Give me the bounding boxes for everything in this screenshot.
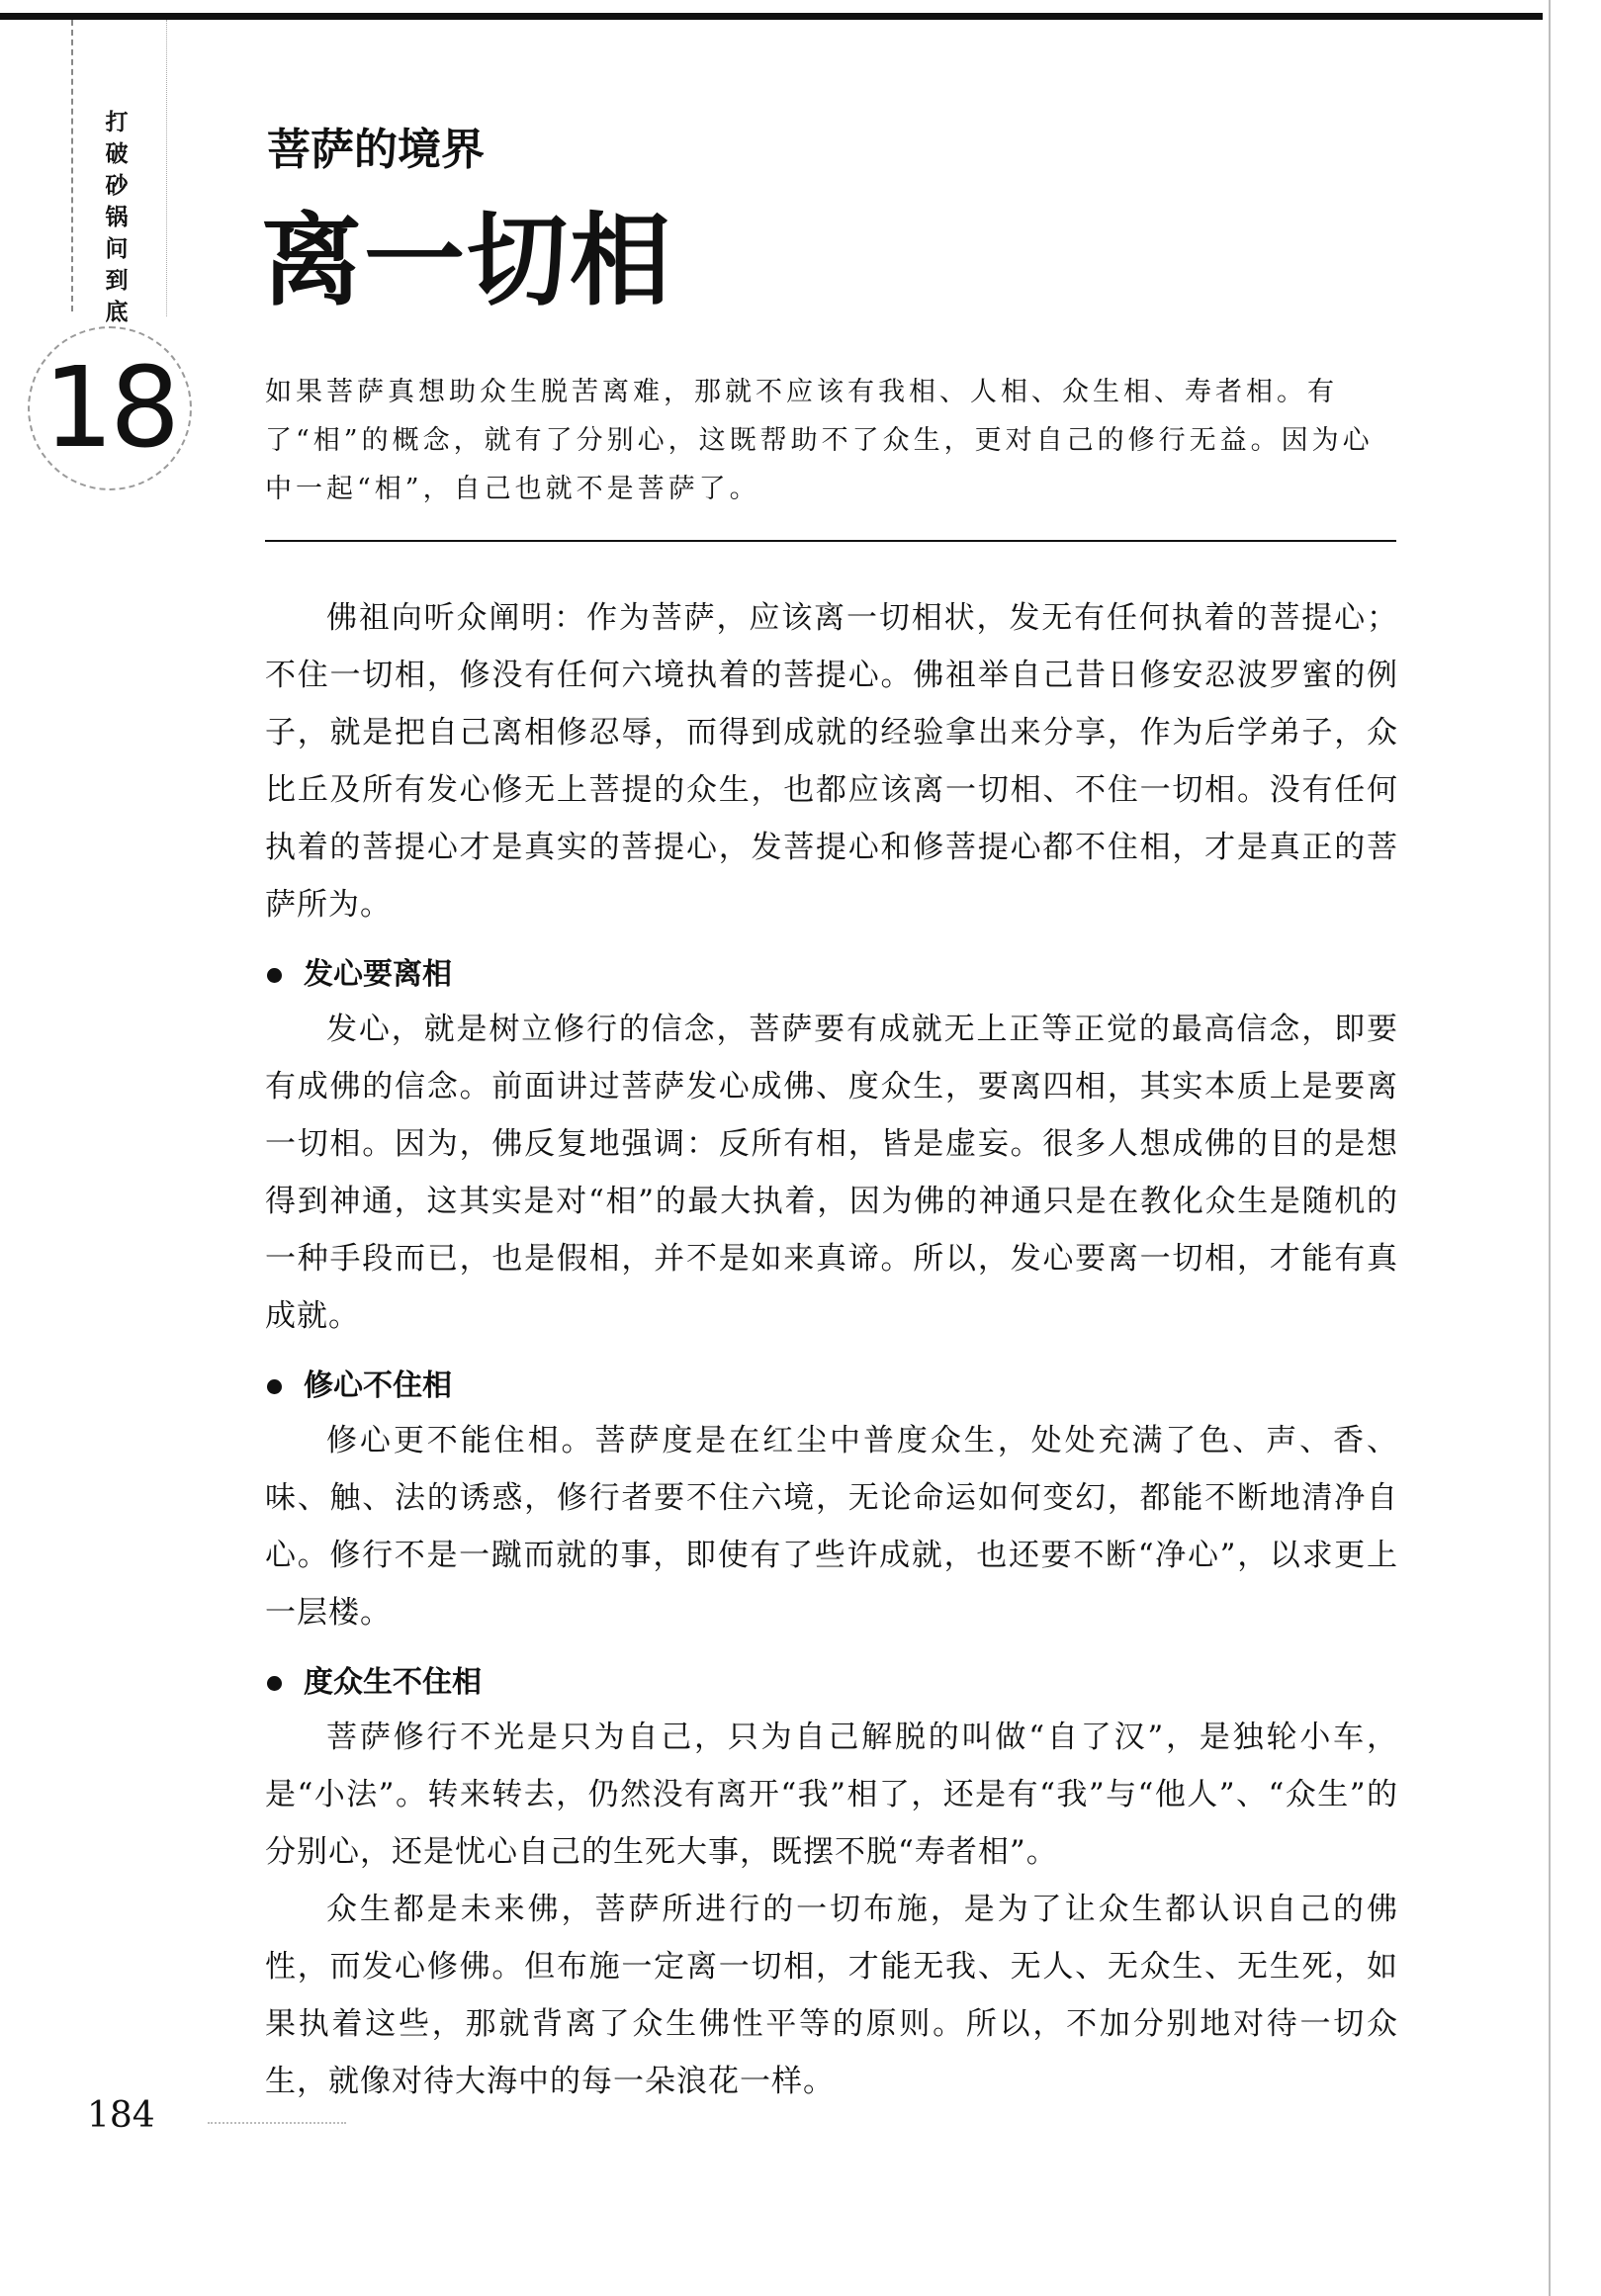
top-rule [0, 13, 1543, 20]
section-heading-text: 发心要离相 [304, 957, 452, 992]
page-edge [1549, 0, 1551, 2296]
chapter-number: 18 [43, 344, 177, 473]
section-heading [265, 1361, 1398, 1412]
side-dashed-rule [71, 20, 73, 311]
bullet-icon [267, 1676, 282, 1691]
paragraph: 修心更不能住相。菩萨度是在红尘中普度众生，处处充满了色、声、香、味、触、法的诱惑，修行者要不住六境，无论命运如何变幻，都能不断地清净自心。修行不是一蹴而就的事，即使有了些许成就，也还要不断“净心”，以求更上一层楼。 [265, 1423, 1398, 1631]
bullet-icon [267, 1379, 282, 1394]
paragraph: 发心，就是树立修行的信念，菩萨要有成就无上正等正觉的最高信念，即要有成佛的信念。前面讲过菩萨发心成佛、度众生，要离四相，其实本质上是要离一切相。因为，佛反复地强调：反所有相，皆是虚妄。很多人想成佛的目的是想得到神通，这其实是对“相”的最大执着，因为佛的神通只是在教化众生是随机的一种手段而已，也是假相，并不是如来真谛。所以，发心要离一切相，才能有真成就。 [265, 1012, 1398, 1334]
paragraph: 众生都是未来佛，菩萨所进行的一切布施，是为了让众生都认识自己的佛性，而发心修佛。但布施一定离一切相，才能无我、无人、无众生、无生死，如果执着这些，那就背离了众生佛性平等的原则。所以，不加分别地对待一切众生，就像对待大海中的每一朵浪花一样。 [265, 1892, 1398, 2099]
chapter-number-badge [28, 326, 192, 490]
chapter-title: 离一切相 [261, 203, 672, 320]
chapter-subtitle: 菩萨的境界 [267, 125, 485, 175]
section-heading [265, 949, 1398, 1001]
page-number: 184 [87, 2095, 155, 2136]
chapter-intro: 如果菩萨真想助众生脱苦离难，那就不应该有我相、人相、众生相、寿者相。有了“相”的概念，就有了分别心，这既帮助不了众生，更对自己的修行无益。因为心中一起“相”，自己也就不是菩萨了。 [265, 377, 1374, 504]
footer-dotted-rule [208, 2122, 346, 2124]
paragraph: 佛祖向听众阐明：作为菩萨，应该离一切相状，发无有任何执着的菩提心；不住一切相，修没有任何六境执着的菩提心。佛祖举自己昔日修安忍波罗蜜的例子，就是把自己离相修忍辱，而得到成就的经验拿出来分享，作为后学弟子，众比丘及所有发心修无上菩提的众生，也都应该离一切相、不住一切相。没有任何执着的菩提心才是真实的菩提心，发菩提心和修菩提心都不住相，才是真正的菩萨所为。 [265, 600, 1398, 923]
side-dotted-rule [166, 20, 167, 316]
running-title: 打破砂锅问到底 [105, 110, 129, 325]
bullet-icon [267, 968, 282, 983]
section-heading-text: 度众生不住相 [304, 1665, 482, 1700]
intro-divider [265, 540, 1396, 542]
body-text [265, 589, 1398, 2110]
paragraph: 菩萨修行不光是只为自己，只为自己解脱的叫做“自了汉”，是独轮小车，是“小法”。转来转去，仍然没有离开“我”相了，还是有“我”与“他人”、“众生”的分别心，还是忧心自己的生死大事，既摆不脱“寿者相”。 [265, 1720, 1398, 1870]
section-heading-text: 修心不住相 [304, 1369, 452, 1403]
section-heading [265, 1657, 1398, 1709]
